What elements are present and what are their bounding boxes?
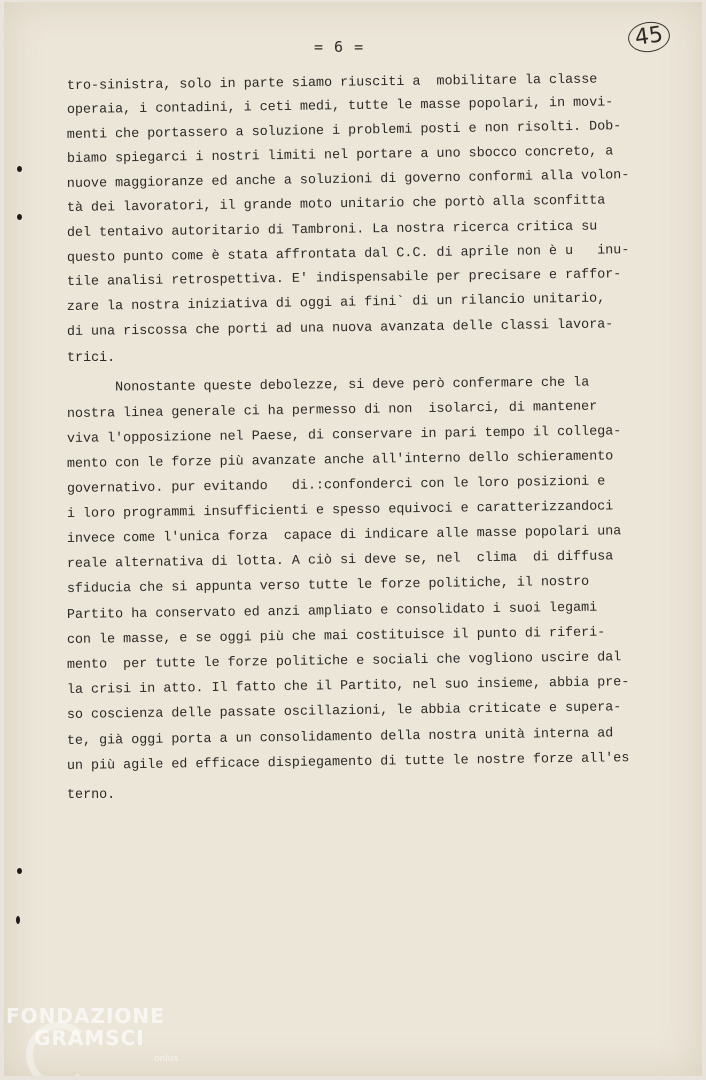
text-line: trici. [67,351,116,366]
text-line: con le masse, e se oggi più che mai costituisce il punto di riferi- [66,625,606,648]
text-line: viva l'opposizione nel Paese, di conservare in pari tempo il collega- [66,424,622,447]
text-line: Partito ha conservato ed anzi ampliato e consolidato i suoi legami [66,600,598,623]
text-line: i loro programmi insufficienti e spesso equivoci e caratterizzandoci [66,499,614,522]
text-line: questo punto come è stata affrontata dal C.C. di aprile non è u inu- [66,243,630,266]
text-line: menti che portassero a soluzione i problemi posti e non risolti. Dob- [66,119,622,143]
text-line: so coscienza delle passate oscillazioni, le abbia criticate e supera- [66,700,622,723]
archive-number-stamp: 45 [626,19,672,55]
text-line: governativo. pur evitando di.:confonderci con le loro posizioni e [66,474,606,497]
text-line: terno. [67,788,116,803]
punch-mark [17,214,22,220]
document-page [4,2,702,1076]
text-line: nuove maggioranze ed anche a soluzioni di governo conformi alla volon- [66,168,630,192]
text-line: mento per tutte le forze politiche e sociali che vogliono uscire dal [66,650,622,673]
text-line: biamo spiegarci i nostri limiti nel portare a uno sbocco concreto, a [66,144,614,167]
watermark-line1: FONDAZIONE [6,1004,165,1028]
punch-mark [17,868,22,874]
text-line: invece come l'unica forza capace di indicare alle masse popolari una [66,524,622,547]
text-line: reale alternativa di lotta. A ciò si deve se, nel clima di diffusa [66,549,614,572]
text-line: di una riscossa che porti ad una nuova avanzata delle classi lavora- [66,317,614,340]
text-line: Nonostante queste debolezze, si deve però confermare che la [66,375,590,396]
watermark-line2: GRAMSCI [34,1026,145,1050]
text-line: sfiducia che si appunta verso tutte le forze politiche, il nostro [66,574,590,597]
page-number: = 6 = [314,38,365,56]
text-line: tà dei lavoratori, il grande moto unitario che portò alla sconfitta [66,193,606,216]
punch-mark [16,916,20,924]
text-line: tile analisi retrospettiva. E' indispensabile per precisare e raffor- [66,267,622,290]
text-line: mento con le forze più avanzate anche all'interno dello schieramento [66,449,614,472]
text-line: nostra linea generale ci ha permesso di non isolarci, di mantener [66,399,598,422]
text-line: la crisi in atto. Il fatto che il Partito, nel suo insieme, abbia pre- [66,675,630,698]
watermark-suffix: onlus [154,1054,179,1064]
text-line: zare la nostra iniziativa di oggi ai fini` di un rilancio unitario, [66,291,606,315]
text-line: te, già oggi porta a un consolidamento della nostra unità interna ad [66,726,614,749]
text-line: tro-sinistra, solo in parte siamo riusciti a mobilitare la classe [66,72,598,94]
text-line: operaia, i contadini, i ceti medi, tutte le masse popolari, in movi- [66,95,614,118]
punch-mark [17,166,22,172]
fondazione-gramsci-watermark [4,1002,204,1076]
text-line: del tentaivo autoritario di Tambroni. La nostra ricerca critica su [66,219,598,241]
text-line: un più agile ed efficace dispiegamento di tutte le nostre forze all'es [66,751,630,774]
